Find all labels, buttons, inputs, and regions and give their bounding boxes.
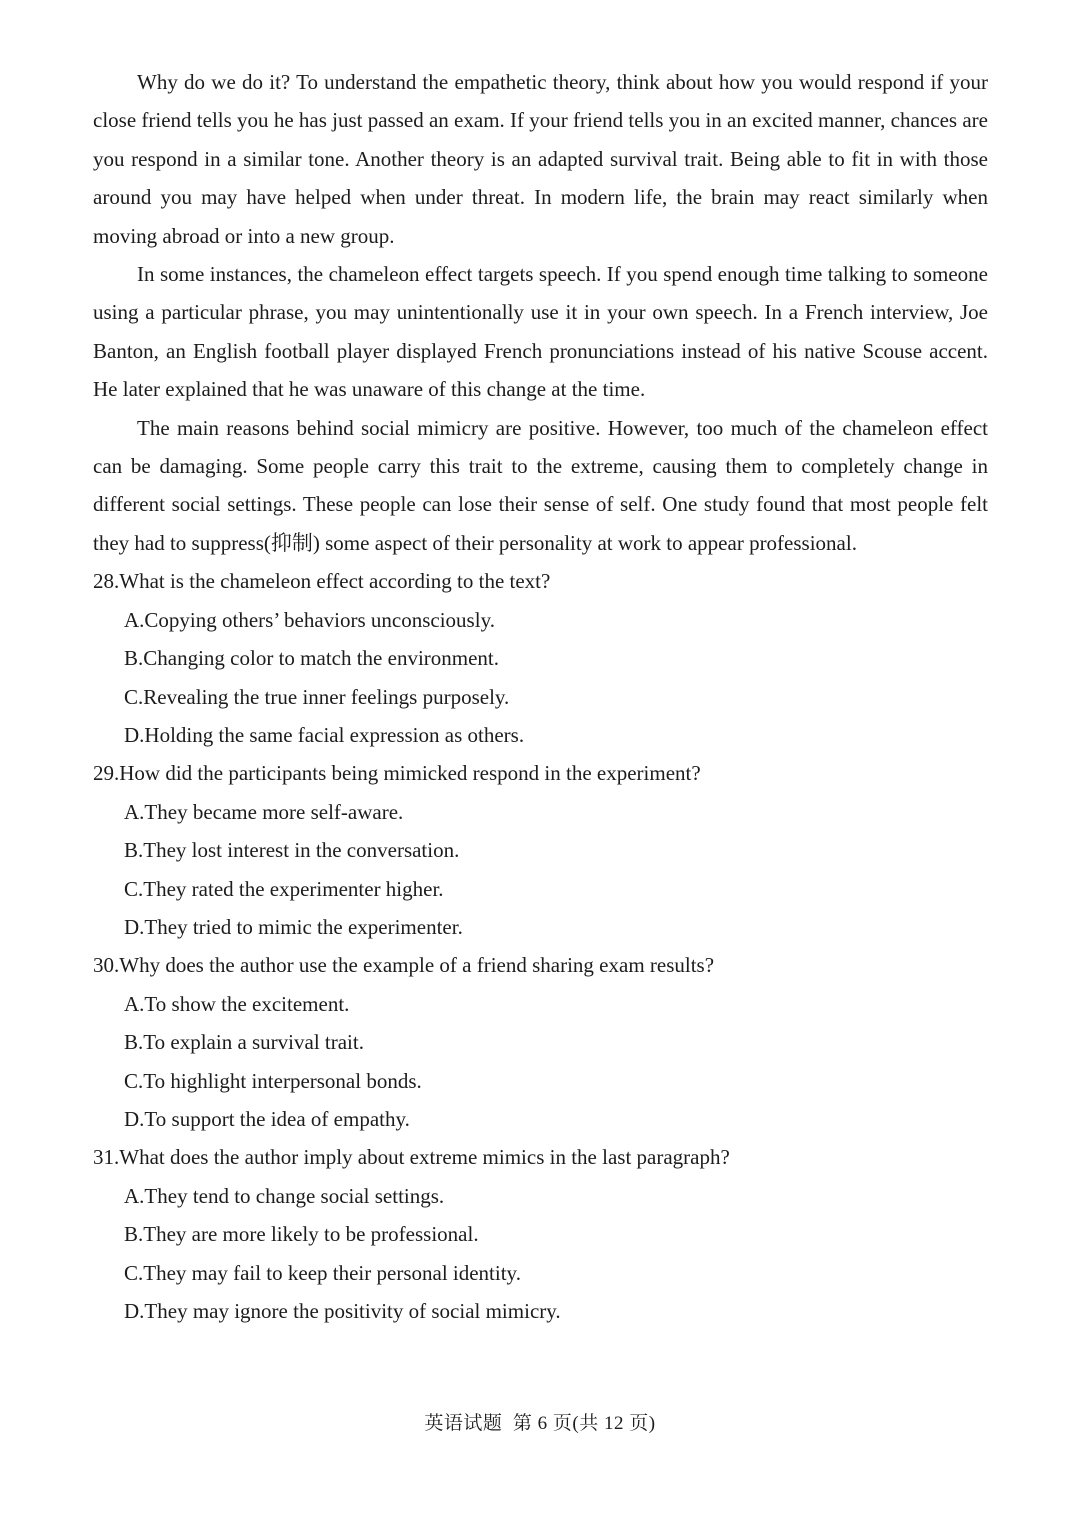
question-stem [93, 754, 988, 792]
option-text: They are more likely to be professional. [143, 1222, 479, 1247]
option-letter: A. [124, 991, 145, 1016]
option-letter: B. [124, 1030, 144, 1055]
option-text: They tried to mimic the experimenter. [144, 914, 463, 939]
option-text: They may fail to keep their personal identity. [143, 1260, 521, 1285]
footer-subject: 英语试题 [424, 1413, 503, 1434]
option-letter: C. [124, 1260, 144, 1285]
option-text: They became more self-aware. [144, 799, 404, 824]
option-letter: D. [124, 722, 145, 747]
answer-option[interactable] [93, 678, 988, 716]
answer-option[interactable] [93, 793, 988, 831]
option-text: To highlight interpersonal bonds. [143, 1068, 422, 1093]
answer-option[interactable] [93, 908, 988, 946]
answer-option[interactable] [93, 831, 988, 869]
answer-option[interactable] [93, 1215, 988, 1253]
passage-paragraph: The main reasons behind social mimicry are positive. However, too much of the chameleon effect can be damaging. Some people carry this trait to the extreme, causing them to completely change in different social settings. These people can lose their sense of self. One study found that most people felt they had to suppress(抑制) some aspect of their personality at work to appear professional. [93, 415, 988, 555]
option-letter: D. [124, 1299, 145, 1323]
passage-paragraph: In some instances, the chameleon effect targets speech. If you spend enough time talking to someone using a particular phrase, you may unintentionally use it in your own speech. In a French interview, Joe Banton, an English football player displayed French pronunciations instead of his native Scouse accent. He later explained that he was unaware of this change at the time. [93, 262, 988, 402]
question-28 [93, 562, 988, 754]
answer-option[interactable] [93, 716, 988, 754]
option-text: Copying others’ behaviors unconsciously. [144, 607, 495, 632]
question-30 [93, 946, 988, 1138]
question-list [93, 562, 988, 1330]
option-text: To support the idea of empathy. [144, 1106, 410, 1131]
footer-page-info: 第 6 页(共 12 页) [512, 1413, 656, 1434]
exam-page [93, 63, 988, 1330]
answer-option[interactable] [93, 1177, 988, 1215]
option-letter: D. [124, 914, 145, 939]
question-number: 28. [93, 569, 120, 594]
option-letter: A. [124, 799, 145, 824]
question-text: What does the author imply about extreme mimics in the last paragraph? [119, 1145, 730, 1170]
option-letter: B. [124, 838, 144, 863]
answer-option[interactable] [93, 1292, 988, 1330]
option-letter: B. [124, 1222, 144, 1247]
question-stem [93, 562, 988, 600]
answer-option[interactable] [93, 1062, 988, 1100]
page-footer [0, 1409, 1080, 1439]
option-text: To explain a survival trait. [143, 1030, 364, 1055]
question-31 [93, 1138, 988, 1330]
answer-option[interactable] [93, 870, 988, 908]
question-number: 30. [93, 953, 120, 978]
option-text: Holding the same facial expression as others. [144, 722, 525, 747]
option-text: They lost interest in the conversation. [143, 838, 460, 863]
answer-option[interactable] [93, 1023, 988, 1061]
option-letter: A. [124, 607, 145, 632]
question-text: How did the participants being mimicked respond in the experiment? [119, 761, 701, 786]
option-letter: C. [124, 684, 144, 709]
question-text: Why does the author use the example of a friend sharing exam results? [119, 953, 715, 978]
option-letter: A. [124, 1183, 145, 1208]
option-letter: D. [124, 1106, 145, 1131]
reading-passage [93, 63, 988, 562]
answer-option[interactable] [93, 1100, 988, 1138]
option-text: To show the excitement. [144, 991, 350, 1016]
option-text: Revealing the true inner feelings purposely. [143, 684, 510, 709]
answer-option[interactable] [93, 639, 988, 677]
passage-paragraph: Why do we do it? To understand the empathetic theory, think about how you would respond if your close friend tells you he has just passed an exam. If your friend tells you in an excited manner, chances are you respond in a similar tone. Another theory is an adapted survival trait. Being able to fit in with those around you may have helped when under threat. In modern life, the brain may react similarly when moving abroad or into a new group. [93, 70, 988, 248]
question-number: 31. [93, 1145, 120, 1170]
question-stem [93, 946, 988, 984]
option-letter: B. [124, 646, 144, 671]
option-text: They tend to change social settings. [144, 1183, 445, 1208]
option-letter: C. [124, 1068, 144, 1093]
option-text: They may ignore the positivity of social mimicry. [144, 1299, 561, 1323]
question-number: 29. [93, 761, 120, 786]
option-letter: C. [124, 876, 144, 901]
answer-option[interactable] [93, 985, 988, 1023]
question-29 [93, 754, 988, 946]
question-stem [93, 1138, 988, 1176]
option-text: They rated the experimenter higher. [143, 876, 444, 901]
answer-option[interactable] [93, 601, 988, 639]
question-text: What is the chameleon effect according to the text? [119, 569, 551, 594]
answer-option[interactable] [93, 1254, 988, 1292]
option-text: Changing color to match the environment. [143, 646, 500, 671]
